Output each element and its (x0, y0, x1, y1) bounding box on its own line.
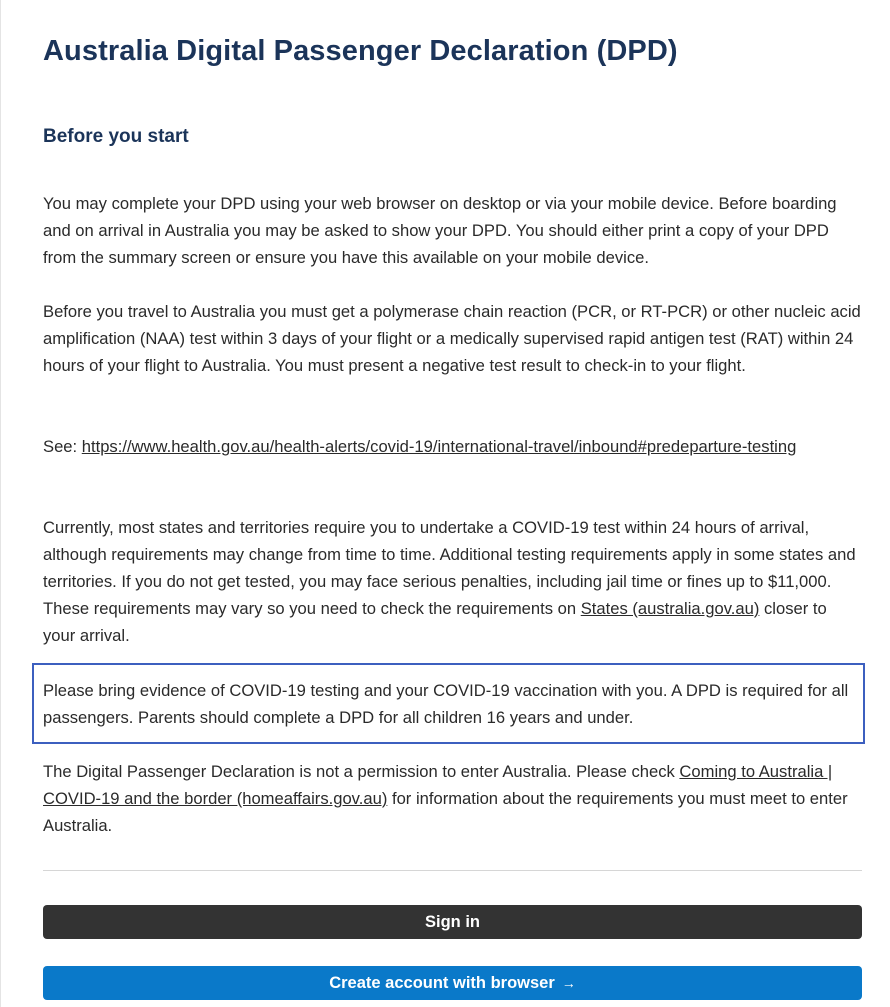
sign-in-label: Sign in (425, 912, 480, 931)
create-account-button[interactable] (43, 966, 862, 1000)
state-requirements-text: Currently, most states and territories require you to undertake a COVID-19 test within 24 hours of arrival, although requirements may change from time to time. Additional testing requirements apply in some states and territories. If you do not get tested, you may face serious penalties, including jail time or fines up to $11,000. These requirements may vary so you need to check the requirements on (43, 518, 856, 618)
paragraph-device-info: You may complete your DPD using your web browser on desktop or via your mobile device. Before boarding and on arrival in Australia you may be asked to show your DPD. You should either print a copy of your DPD from the summary screen or ensure you have this available on your mobile device. (43, 194, 837, 267)
permission-suffix: for information about the requirements you must meet to enter Australia. (43, 789, 848, 835)
arrow-right-icon: → (561, 975, 576, 991)
paragraph-state-requirements (43, 514, 863, 649)
evidence-callout (32, 663, 865, 744)
divider (43, 870, 862, 871)
left-border (0, 0, 1, 1007)
callout-text: Please bring evidence of COVID-19 testing and your COVID-19 vaccination with you. A DPD is required for all passengers. Parents should complete a DPD for all children 16 years and under. (43, 681, 849, 727)
page-title: Australia Digital Passenger Declaration (DPD) (43, 35, 678, 67)
coming-to-australia-link[interactable]: Coming to Australia | COVID-19 and the border (homeaffairs.gov.au) (43, 762, 833, 808)
paragraph-see-link (43, 433, 863, 460)
create-account-label: Create account with browser (329, 973, 555, 992)
section-title: Before you start (43, 126, 189, 147)
sign-in-button[interactable] (43, 905, 862, 939)
permission-text: The Digital Passenger Declaration is not a permission to enter Australia. Please check (43, 762, 680, 781)
states-link[interactable]: States (australia.gov.au) (580, 599, 760, 618)
state-requirements-suffix: closer to your arrival. (43, 599, 827, 645)
see-prefix: See: (43, 437, 82, 456)
paragraph-permission (43, 758, 863, 839)
paragraph-test-requirements: Before you travel to Australia you must get a polymerase chain reaction (PCR, or RT-PCR) or other nucleic acid amplification (NAA) test within 3 days of your flight or a medically supervised rapid antigen test (RAT) within 24 hours of your flight to Australia. You must present a negative test result to check-in to your flight. (43, 302, 861, 375)
health-gov-link[interactable]: https://www.health.gov.au/health-alerts/covid-19/international-travel/inbound#predeparture-testing (81, 437, 797, 456)
